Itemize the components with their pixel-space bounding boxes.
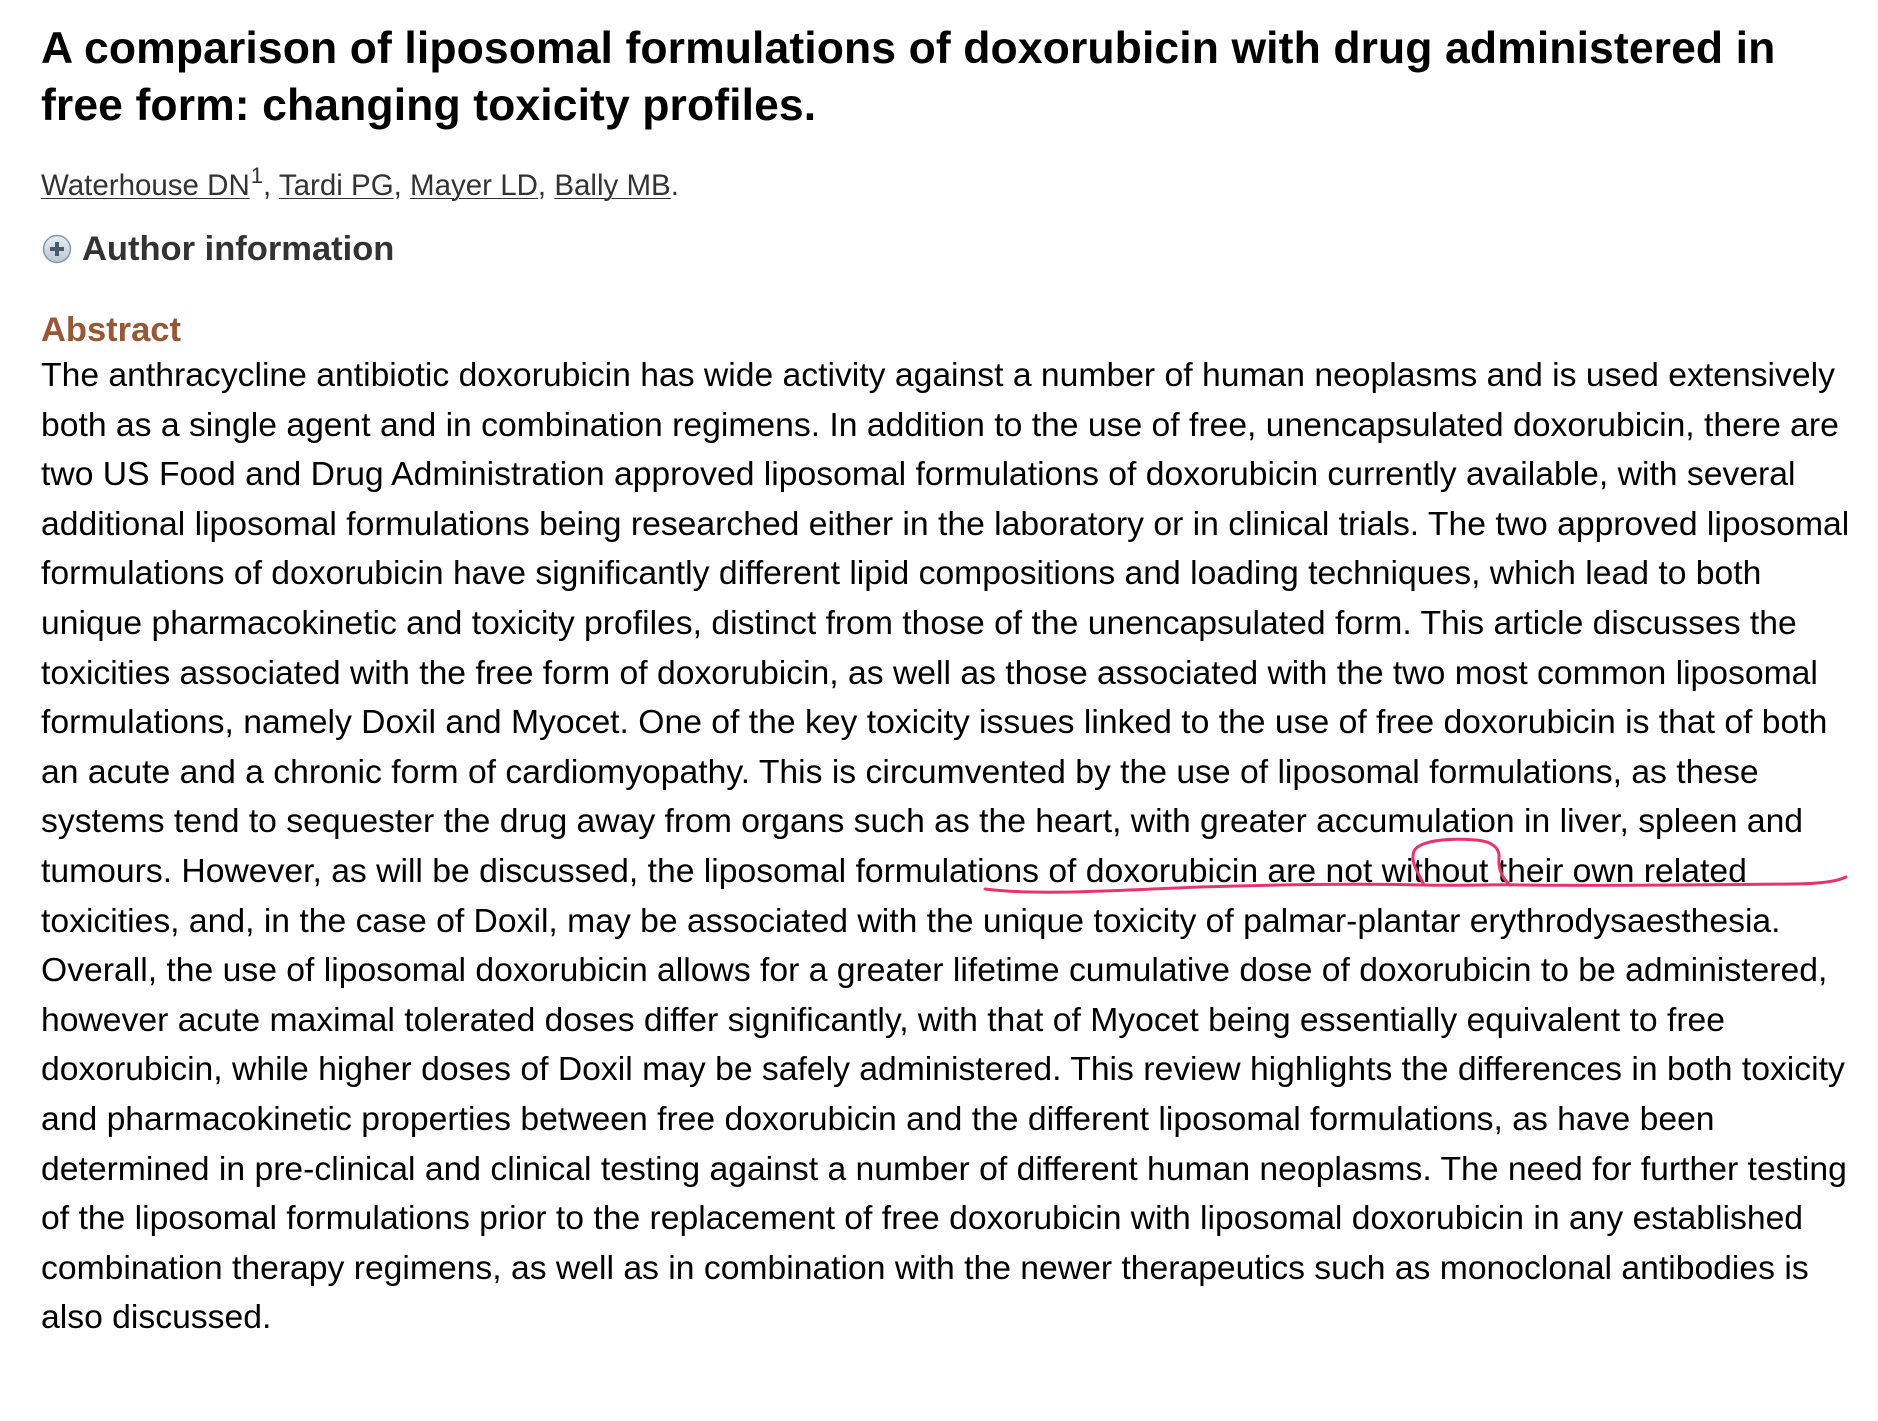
author-link-bally[interactable]: Bally MB — [554, 169, 671, 202]
author-link-waterhouse[interactable]: Waterhouse DN — [41, 169, 250, 202]
author-separator: , — [263, 169, 279, 202]
author-link-mayer[interactable]: Mayer LD — [410, 169, 538, 202]
author-information-toggle[interactable] — [41, 228, 1851, 270]
article-page — [41, 20, 1851, 1343]
article-title: A comparison of liposomal formulations of doxorubicin with drug administered in free form: changing toxicity profiles. — [41, 24, 1776, 130]
author-information-label: Author information — [82, 229, 395, 268]
author-separator: . — [670, 169, 679, 202]
author-link-tardi[interactable]: Tardi PG — [278, 169, 394, 202]
abstract-heading: Abstract — [41, 311, 181, 349]
abstract-body: The anthracycline antibiotic doxorubicin has wide activity against a number of human neoplasms and is used extensively both as a single agent and in combination regimens. In addition to the use of free, unencapsulated doxorubicin, there are two US Food and Drug Administration approved liposomal formulations of doxorubicin currently available, with several additional liposomal formulations being researched either in the laboratory or in clinical trials. The two approved liposomal formulations of doxorubicin have significantly different lipid compositions and loading techniques, which lead to both unique pharmacokinetic and toxicity profiles, distinct from those of the unencapsulated form. This article discusses the toxicities associated with the free form of doxorubicin, as well as those associated with the two most common liposomal formulations, namely Doxil and Myocet. One of the key toxicity issues linked to the use of free doxorubicin is that of both an acute and a chronic form of cardiomyopathy. This is circumvented by the use of liposomal formulations, as these systems tend to sequester the drug away from organs such as the heart, with greater accumulation in liver, spleen and tumours. However, as will be discussed, the liposomal formulations of doxorubicin are not without their own related toxicities, and, in the case of Doxil, may be associated with the unique toxicity of palmar-plantar erythrodysaesthesia. Overall, the use of liposomal doxorubicin allows for a greater lifetime cumulative dose of doxorubicin to be administered, however acute maximal tolerated doses differ significantly, with that of Myocet being essentially equivalent to free doxorubicin, while higher doses of Doxil may be safely administered. This review highlights the differences in both toxicity and pharmacokinetic properties between free doxorubicin and the different liposomal formulations, as have been determined in pre-clinical and clinical testing against a number of different human neoplasms. The need for further testing of the liposomal formulations prior to the replacement of free doxorubicin with liposomal doxorubicin in any established combination therapy regimens, as well as in combination with the newer therapeutics such as monoclonal antibodies is also discussed. — [41, 356, 1850, 1337]
plus-circle-icon[interactable] — [42, 234, 72, 264]
affiliation-superscript: 1 — [250, 163, 264, 188]
author-separator: , — [393, 169, 411, 202]
author-list — [41, 163, 1851, 204]
author-separator: , — [537, 169, 555, 202]
